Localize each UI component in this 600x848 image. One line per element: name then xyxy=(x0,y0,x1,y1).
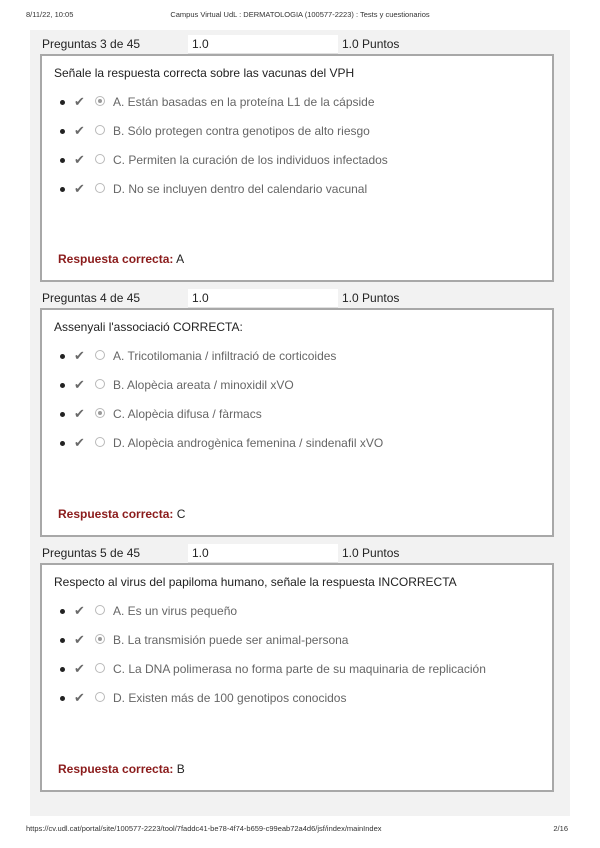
correct-answer-label: Respuesta correcta: xyxy=(58,762,174,776)
bullet-icon xyxy=(60,187,65,192)
option-label: C. Alopècia difusa / fàrmacs xyxy=(113,407,262,421)
radio-button[interactable] xyxy=(95,663,105,673)
points-label: 1.0 Puntos xyxy=(342,291,400,305)
radio-button[interactable] xyxy=(95,96,105,106)
option-label: B. Alopècia areata / minoxidil xVO xyxy=(113,378,294,392)
checkmark-icon: ✔ xyxy=(74,152,85,167)
score-value: 1.0 xyxy=(192,291,209,305)
option-label: C. La DNA polimerasa no forma parte de su maquinaria de replicación xyxy=(113,662,486,676)
radio-button[interactable] xyxy=(95,634,105,644)
score-field[interactable] xyxy=(188,35,338,54)
bullet-icon xyxy=(60,441,65,446)
radio-button[interactable] xyxy=(95,437,105,447)
bullet-icon xyxy=(60,412,65,417)
bullet-icon xyxy=(60,667,65,672)
correct-answer xyxy=(58,762,185,776)
bullet-icon xyxy=(60,354,65,359)
radio-button[interactable] xyxy=(95,350,105,360)
radio-button[interactable] xyxy=(95,125,105,135)
question-block xyxy=(40,543,560,792)
question-box xyxy=(40,563,554,792)
bullet-icon xyxy=(60,158,65,163)
print-date: 8/11/22, 10:05 xyxy=(26,10,74,19)
option-label: D. Alopècia androgènica femenina / sindenafil xVO xyxy=(113,436,384,450)
correct-answer-label: Respuesta correcta: xyxy=(58,507,174,521)
question-box xyxy=(40,308,554,537)
correct-answer-value: B xyxy=(176,762,185,776)
option-label: C. Permiten la curación de los individuos infectados xyxy=(113,153,388,167)
bullet-icon xyxy=(60,638,65,643)
bullet-icon xyxy=(60,129,65,134)
checkmark-icon: ✔ xyxy=(74,123,85,138)
correct-answer-value: A xyxy=(176,252,185,266)
question-text: Respecto al virus del papiloma humano, señale la respuesta INCORRECTA xyxy=(54,575,457,589)
print-title: Campus Virtual UdL : DERMATOLOGIA (100577-2223) : Tests y cuestionarios xyxy=(170,10,430,19)
question-header xyxy=(40,543,560,563)
question-text: Señale la respuesta correcta sobre las vacunas del VPH xyxy=(54,66,355,80)
points-label: 1.0 Puntos xyxy=(342,37,400,51)
option-label: A. Es un virus pequeño xyxy=(113,604,238,618)
correct-answer-label: Respuesta correcta: xyxy=(58,252,174,266)
checkmark-icon: ✔ xyxy=(74,603,85,618)
question-header xyxy=(40,288,560,308)
question-box xyxy=(40,54,554,282)
radio-button[interactable] xyxy=(95,692,105,702)
option-label: A. Tricotilomania / infiltració de corticoides xyxy=(113,349,337,363)
checkmark-icon: ✔ xyxy=(74,406,85,421)
question-text: Assenyali l'associació CORRECTA: xyxy=(54,320,243,334)
bullet-icon xyxy=(60,100,65,105)
score-field[interactable] xyxy=(188,289,338,308)
checkmark-icon: ✔ xyxy=(74,435,85,450)
bullet-icon xyxy=(60,609,65,614)
score-value: 1.0 xyxy=(192,37,209,51)
question-block xyxy=(40,34,560,282)
correct-answer xyxy=(58,252,184,266)
correct-answer-value: C xyxy=(176,507,186,521)
option-label: A. Están basadas en la proteína L1 de la cápside xyxy=(113,95,375,109)
option-label: D. No se incluyen dentro del calendario vacunal xyxy=(113,182,368,196)
option-label: B. La transmisión puede ser animal-persona xyxy=(113,633,349,647)
checkmark-icon: ✔ xyxy=(74,377,85,392)
checkmark-icon: ✔ xyxy=(74,94,85,109)
bullet-icon xyxy=(60,696,65,701)
question-header xyxy=(40,34,560,54)
question-number: Preguntas 5 de 45 xyxy=(42,546,141,560)
score-field[interactable] xyxy=(188,544,338,563)
checkmark-icon: ✔ xyxy=(74,181,85,196)
radio-button[interactable] xyxy=(95,183,105,193)
points-label: 1.0 Puntos xyxy=(342,546,400,560)
question-number: Preguntas 3 de 45 xyxy=(42,37,141,51)
radio-button[interactable] xyxy=(95,379,105,389)
question-block xyxy=(40,288,560,537)
question-number: Preguntas 4 de 45 xyxy=(42,291,141,305)
option-label: B. Sólo protegen contra genotipos de alto riesgo xyxy=(113,124,370,138)
radio-button[interactable] xyxy=(95,408,105,418)
checkmark-icon: ✔ xyxy=(74,690,85,705)
print-footer xyxy=(0,824,600,838)
print-url: https://cv.udl.cat/portal/site/100577-2223/tool/7faddc41-be78-4f74-b659-c99eab72a4d6/jsf/index/mainIndex xyxy=(26,824,382,833)
correct-answer xyxy=(58,507,185,521)
radio-button[interactable] xyxy=(95,154,105,164)
checkmark-icon: ✔ xyxy=(74,632,85,647)
checkmark-icon: ✔ xyxy=(74,348,85,363)
print-header xyxy=(0,10,600,24)
page-number: 2/16 xyxy=(553,824,568,833)
radio-button[interactable] xyxy=(95,605,105,615)
score-value: 1.0 xyxy=(192,546,209,560)
option-label: D. Existen más de 100 genotipos conocidos xyxy=(113,691,347,705)
checkmark-icon: ✔ xyxy=(74,661,85,676)
bullet-icon xyxy=(60,383,65,388)
